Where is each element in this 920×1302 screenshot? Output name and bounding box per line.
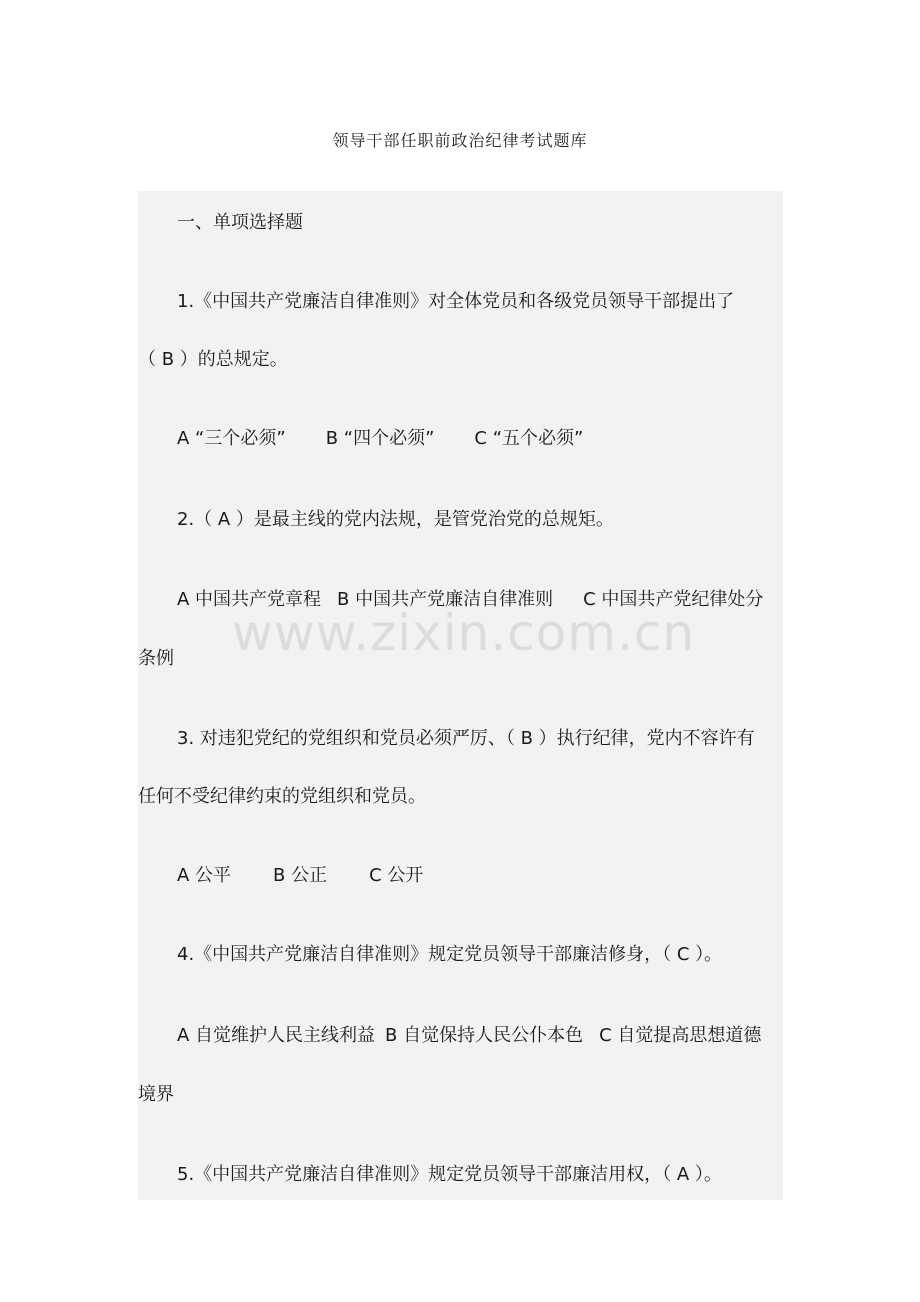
option-a: A 自觉维护人民主线利益 [177, 1025, 376, 1046]
option-c: C “五个必须” [474, 428, 584, 449]
question-3-options [138, 864, 423, 888]
option-c: C 公开 [369, 865, 424, 886]
question-2-options [138, 588, 763, 612]
question-3-text: 3. 对违犯党纪的党组织和党员必须严厉、（ B ）执行纪律，党内不容许有 [177, 728, 755, 749]
option-b: B 公正 [273, 865, 328, 886]
question-4-options [138, 1024, 761, 1048]
question-1-text: 1.《中国共产党廉洁自律准则》对全体党员和各级党员领导干部提出了 [177, 291, 735, 312]
question-2-options-cont: 条例 [138, 648, 174, 669]
section-heading: 一、单项选择题 [177, 212, 303, 233]
option-b: B 自觉保持人民公仆本色 [385, 1025, 584, 1046]
question-panel [138, 191, 783, 1200]
question-4-options-cont: 境界 [138, 1084, 174, 1105]
question-5-text: 5.《中国共产党廉洁自律准则》规定党员领导干部廉洁用权，（ A ）。 [177, 1164, 722, 1185]
option-a: A 公平 [177, 865, 232, 886]
option-a: A “三个必须” [177, 428, 286, 449]
document-title: 领导干部任职前政治纪律考试题库 [332, 131, 588, 150]
question-4-text: 4.《中国共产党廉洁自律准则》规定党员领导干部廉洁修身，（ C ）。 [177, 944, 723, 965]
option-b: B 中国共产党廉洁自律准则 [337, 589, 554, 610]
watermark: www.zixin.com.cn [232, 604, 696, 662]
option-b: B “四个必须” [325, 428, 435, 449]
question-2-text: 2.（ A ）是最主线的党内法规，是管党治党的总规矩。 [177, 509, 614, 530]
option-c: C 自觉提高思想道德 [599, 1025, 762, 1046]
option-c: C 中国共产党纪律处分 [583, 589, 764, 610]
question-1-options [138, 427, 583, 451]
option-a: A 中国共产党章程 [177, 589, 322, 610]
question-3-text-cont: 任何不受纪律约束的党组织和党员。 [138, 786, 426, 807]
question-1-text-cont: （ B ）的总规定。 [138, 349, 288, 370]
